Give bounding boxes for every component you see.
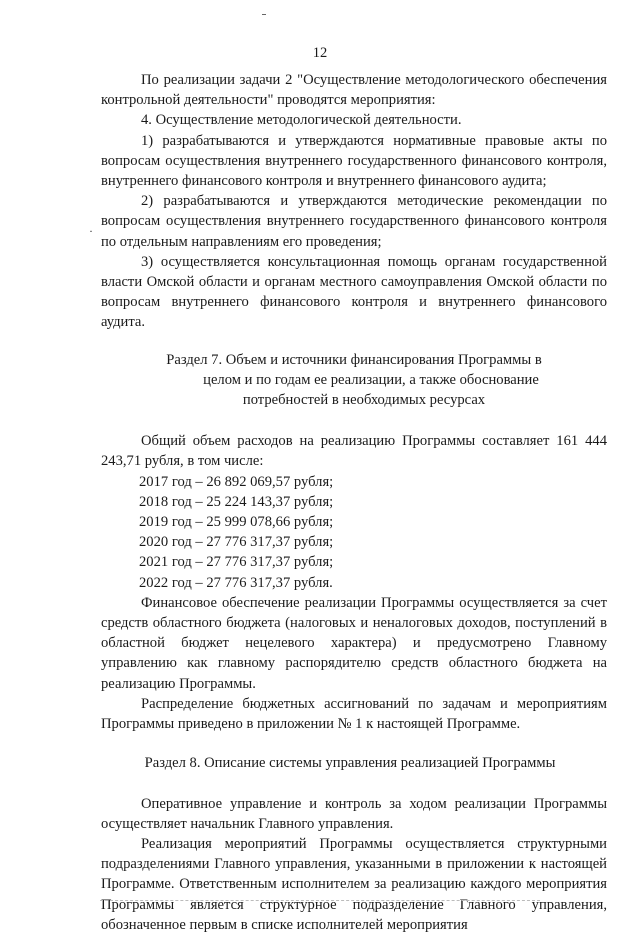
section7-heading-line1: Раздел 7. Объем и источники финансирования Программы в [166,351,542,368]
total-expenses-paragraph: Общий объем расходов на реализацию Программы составляет 161 444 243,71 рубля, в том числе: [101,433,607,470]
item-4-paragraph: 4. Осуществление методологической деятельности. [141,112,462,129]
subitem-2-paragraph: 2) разрабатываются и утверждаются методические рекомендации по вопросам осуществления внутреннего государственного финансового контроля по отдельным направлениям его проведения; [101,193,607,250]
financing-paragraph: Финансовое обеспечение реализации Программы осуществляется за счет средств областного бюджета (налоговых и неналоговых доходов, поступлений в областной бюджет нецелевого характера) и предусмотрено Главному управлению как главному распорядителю средств областного бюджета на реализацию Программы. [101,594,607,692]
year-line-2020: 2020 год – 27 776 317,37 рубля; [139,534,334,551]
implementation-paragraph: Реализация мероприятий Программы осуществляется структурными подразделениями Главного управления, указанными в приложении к настоящей Программе. Ответственным исполнителем за реализацию каждого мероприятия Программы является структурное подразделение Главного управления, обозначенное первым в списке исполнителей мероприятия [101,835,607,933]
management-paragraph: Оперативное управление и контроль за ходом реализации Программы осуществляет начальник Главного управления. [101,795,607,832]
section8-heading: Раздел 8. Описание системы управления реализацией Программы [144,755,556,772]
scan-bottom-edge [100,900,540,902]
year-line-2017: 2017 год – 26 892 069,57 рубля; [139,473,334,490]
year-line-2021: 2021 год – 27 776 317,37 рубля; [139,554,334,571]
scan-mark: · [89,224,93,238]
document-body [101,70,607,935]
year-line-2018: 2018 год – 25 224 143,37 рубля; [139,493,334,510]
year-line-2022: 2022 год – 27 776 317,37 рубля. [139,574,333,591]
year-line-2019: 2019 год – 25 999 078,66 рубля; [139,514,334,531]
subitem-3-paragraph: 3) осуществляется консультационная помощь органам государственной власти Омской области и органам местного самоуправления Омской области по вопросам внутреннего финансового контроля и внутреннего финансового аудита. [101,253,607,331]
subitem-1-paragraph: 1) разрабатываются и утверждаются нормативные правовые акты по вопросам осуществления внутреннего государственного финансового контроля, внутреннего финансового контроля и внутреннего финансового аудита; [101,132,607,190]
section7-heading-line2: целом и по годам ее реализации, а также обоснование [203,371,539,388]
section7-heading [101,350,607,411]
task2-intro-paragraph: По реализации задачи 2 "Осуществление методологического обеспечения контрольной деятельности" проводятся мероприятия: [101,72,607,109]
page-number: 12 [312,45,328,61]
section7-heading-line3: потребностей в необходимых ресурсах [242,392,486,409]
scan-speck [262,14,266,15]
distribution-paragraph: Распределение бюджетных ассигнований по задачам и мероприятиям Программы приведено в приложении № 1 к настоящей Программе. [101,695,607,733]
